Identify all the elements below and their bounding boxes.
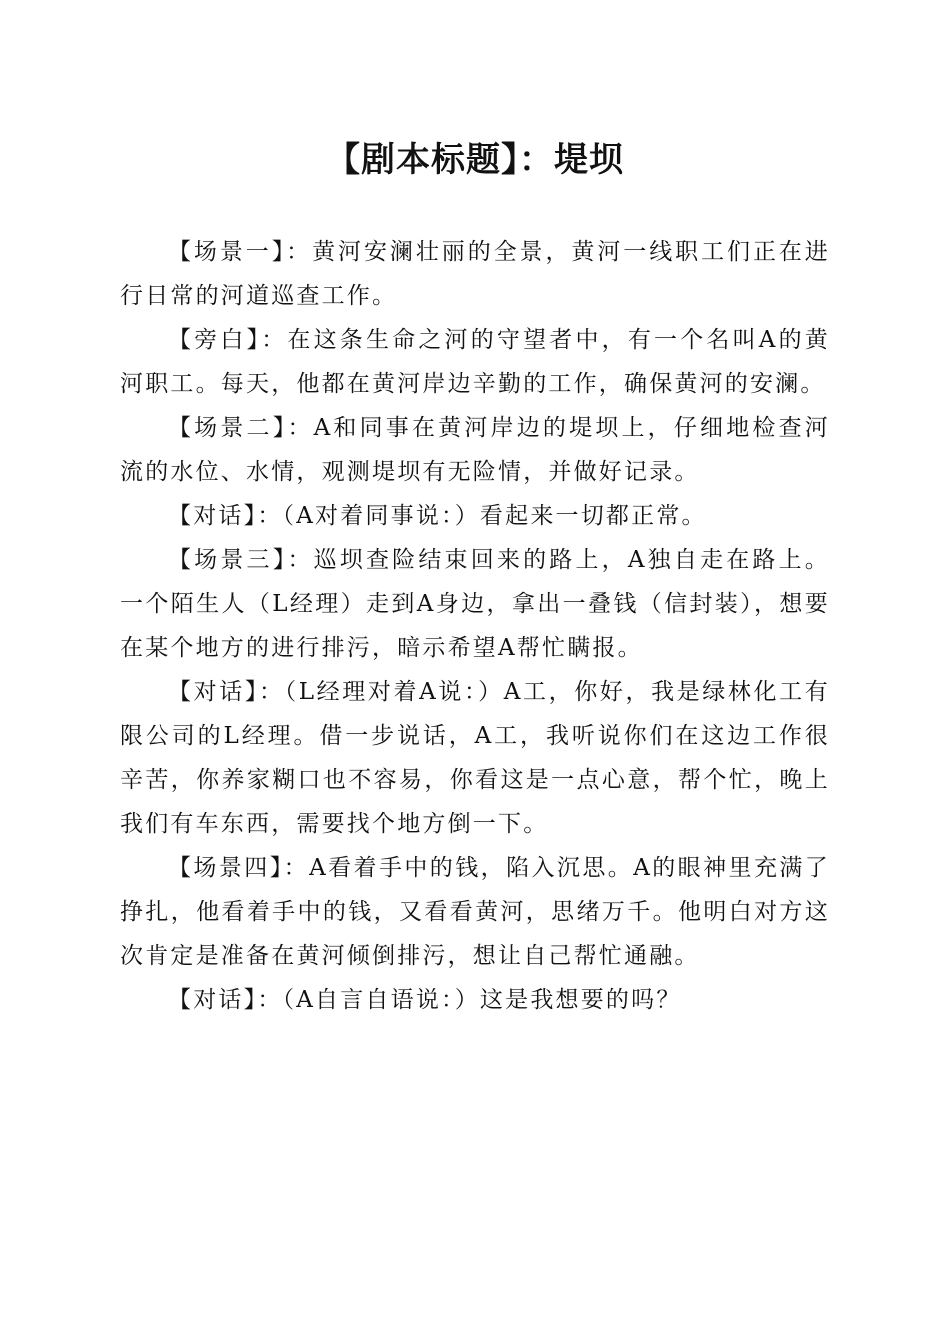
paragraph-text: ：（L经理对着A说：）A工，你好，我是绿林化工有限公司的L经理。借一步说话，A工，我听说你们在这边工作很辛苦，你养家糊口也不容易，你看这是一点心意，帮个忙，晚上我们有车东西，需要找个地方倒一下。 bbox=[120, 679, 830, 837]
paragraph-dialogue-1 bbox=[120, 494, 830, 538]
paragraph-narration bbox=[120, 318, 830, 406]
paragraph-tag: 【场景四】 bbox=[168, 855, 284, 881]
paragraph-text: ：（A对着同事说：）看起来一切都正常。 bbox=[257, 503, 707, 529]
paragraph-text: ：A和同事在黄河岸边的堤坝上，仔细地检查河流的水位、水情，观测堤坝有无险情，并做好记录。 bbox=[120, 415, 830, 485]
paragraph-dialogue-3 bbox=[120, 978, 830, 1022]
paragraph-tag: 【场景二】 bbox=[168, 415, 288, 441]
paragraph-text: ：黄河安澜壮丽的全景，黄河一线职工们正在进行日常的河道巡查工作。 bbox=[120, 239, 831, 309]
paragraph-tag: 【场景三】 bbox=[168, 547, 288, 573]
paragraph-tag: 【对话】 bbox=[168, 679, 259, 705]
paragraph-tag: 【对话】 bbox=[168, 987, 258, 1013]
paragraph-scene-4 bbox=[120, 846, 830, 978]
paragraph-text: ：在这条生命之河的守望者中，有一个名叫A的黄河职工。每天，他都在黄河岸边辛勤的工作，确保黄河的安澜。 bbox=[120, 327, 830, 397]
paragraph-dialogue-2 bbox=[120, 670, 830, 846]
script-body bbox=[120, 230, 830, 1022]
paragraph-text: ：（A自言自语说：）这是我想要的吗？ bbox=[257, 987, 682, 1013]
paragraph-text: ：巡坝查险结束回来的路上，A独自走在路上。一个陌生人（L经理）走到A身边，拿出一叠钱（信封装），想要在某个地方的进行排污，暗示希望A帮忙瞒报。 bbox=[120, 547, 830, 661]
paragraph-tag: 【场景一】 bbox=[168, 239, 287, 265]
page-title: 【剧本标题】：堤坝 bbox=[326, 140, 624, 180]
paragraph-scene-1 bbox=[120, 230, 830, 318]
paragraph-scene-2 bbox=[120, 406, 830, 494]
paragraph-tag: 【对话】 bbox=[168, 503, 258, 529]
paragraph-tag: 【旁白】 bbox=[168, 327, 262, 353]
paragraph-scene-3 bbox=[120, 538, 830, 670]
paragraph-text: ：A看着手中的钱，陷入沉思。A的眼神里充满了挣扎，他看着手中的钱，又看看黄河，思绪万千。他明白对方这次肯定是准备在黄河倾倒排污，想让自己帮忙通融。 bbox=[120, 855, 831, 969]
